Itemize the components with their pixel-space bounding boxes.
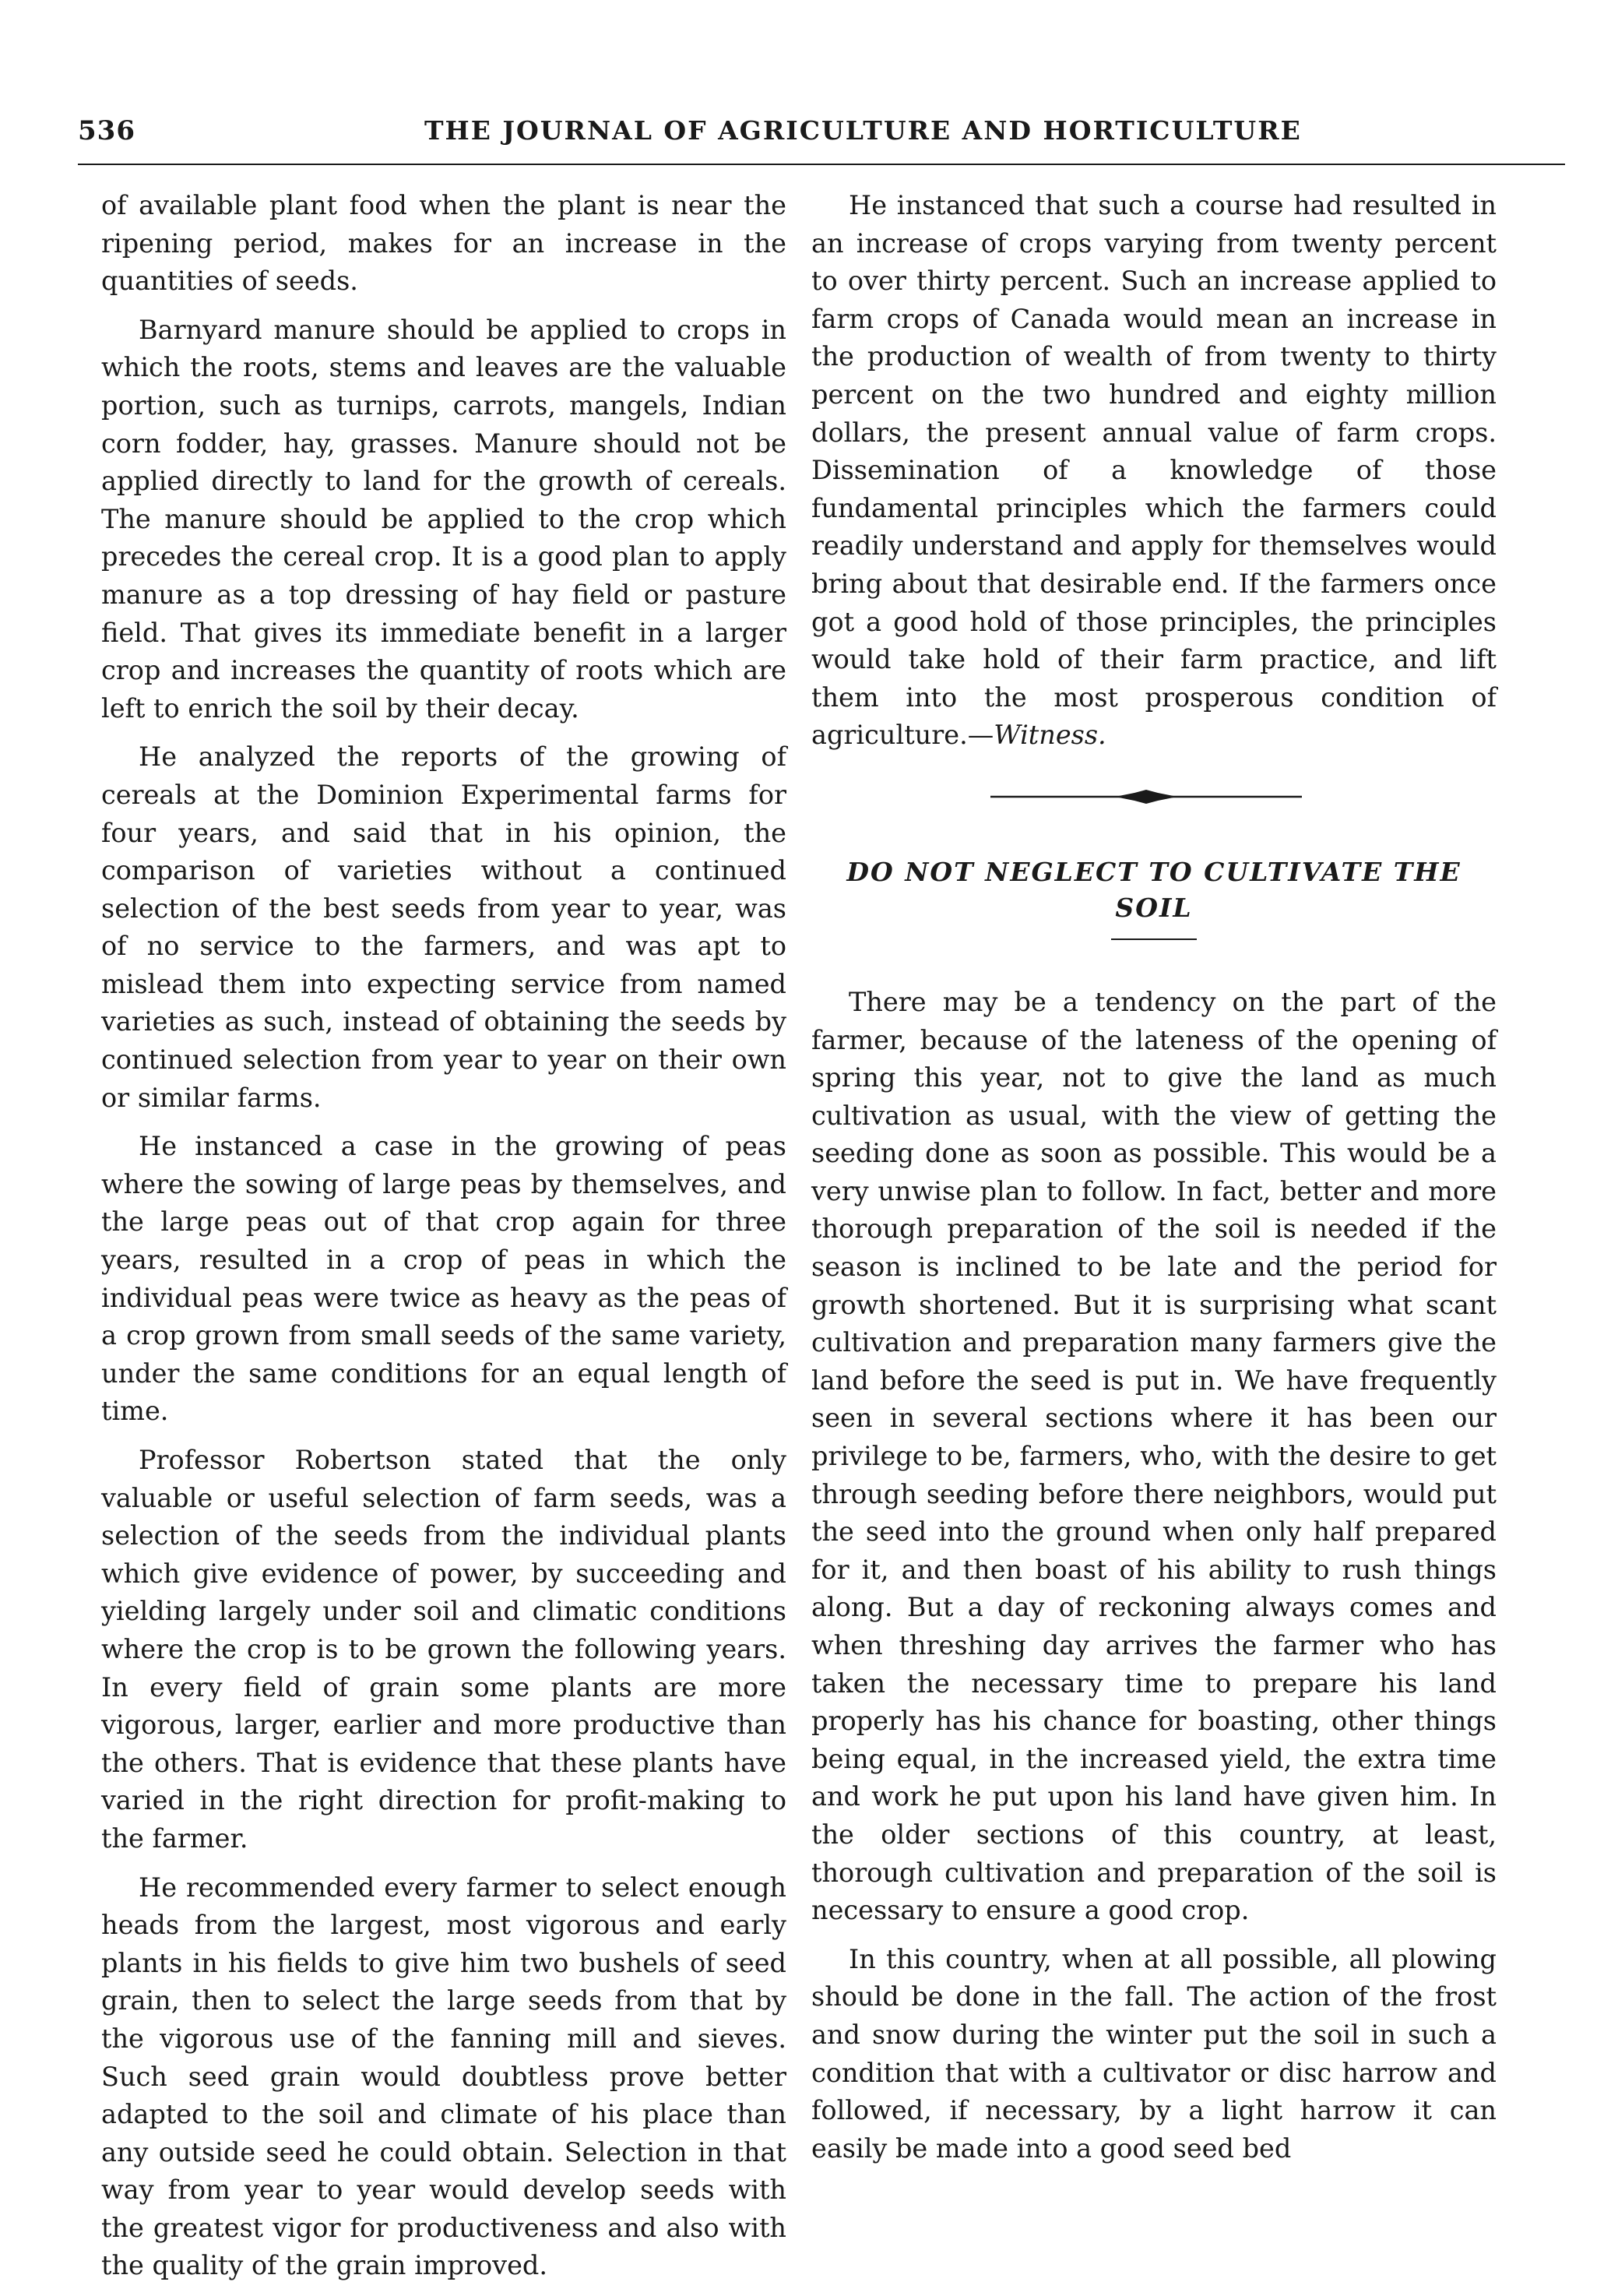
left-paragraph-6: He recommended every farmer to select enough heads from the largest, most vigorous and early plants in his fields to give him two bushels of seed grain, then to select the large seeds from that by the vigorous use of the fanning mill and sieves. Such seed grain would doubtless prove better adapted to the soil and climate of his place than any outside seed he could obtain. Selection in that way from year to year would develop seeds with the greatest vigor for productiveness and also with the quality of the grain improved. [101,1872,786,2281]
right-paragraph-1 [811,187,1497,755]
left-paragraph-4: He instanced a case in the growing of peas where the sowing of large peas by themselves, and the large peas out of that crop again for three years, resulted in a crop of peas in which the individual peas were twice as heavy as the peas of a crop grown from small seeds of the same variety, under the same conditions for an equal length of time. [101,1131,786,1427]
header-rule [78,164,1565,165]
left-column [101,187,786,2296]
right-paragraph-3: In this country, when at all possible, all plowing should be done in the fall. The action of the frost and snow during the winter put the soil in such a condition that with a cultivator or disc harrow and followed, if necessary, by a light harrow it can easily be made into a good seed bed [811,1943,1497,2164]
running-title: THE JOURNAL OF AGRICULTURE AND HORTICULTURE [424,115,1302,146]
right-column [811,187,1497,2178]
left-paragraph-2: Barnyard manure should be applied to crops in which the roots, stems and leaves are the valuable portion, such as turnips, carrots, mangels, Indian corn fodder, hay, grasses. Manure should not be applied directly to land for the growth of cereals. The manure should be applied to the crop which precedes the cereal crop. It is a good plan to apply manure as a top dressing of hay field or pasture field. That gives its immediate benefit in a larger crop and increases the quantity of roots which are left to enrich the soil by their decay. [101,314,786,724]
divider-ornament-icon [990,787,1302,806]
left-paragraph-5: Professor Robertson stated that the only valuable or useful selection of farm seeds, was a selection of the seeds from the individual plants which give evidence of power, by succeeding and yielding largely under soil and climatic conditions where the crop is to be grown the following years. In every field of grain some plants are more vigorous, larger, earlier and more productive than the others. That is evidence that these plants have varied in the right direction for profit-making to the farmer. [101,1445,786,1854]
source-citation: Witness. [994,720,1106,751]
page-header [78,115,1542,156]
left-paragraph-3: He analyzed the reports of the growing of cereals at the Dominion Experimental farms for four years, and said that in his opinion, the comparison of varieties without a continued selection of the best seeds from year to year, was of no service to the farmers, and was apt to mislead them into expecting service from named varieties as such, instead of obtaining the seeds by continued selection from year to year on their own or similar farms. [101,741,786,1113]
right-paragraph-1-text: He instanced that such a course had resulted in an increase of crops varying from twenty percent to over thirty percent. Such an increase applied to farm crops of Canada would mean an increase in the production of wealth of from twenty to thirty percent on the two hundred and eighty million dollars, the present annual value of farm crops. Dissemination of a knowledge of those fundamental principles which the farmers could readily understand and apply for themselves would bring about that desirable end. If the farmers once got a good hold of those principles, the principles would take hold of their farm practice, and lift them into the most prosperous condition of agriculture.— [811,190,1497,751]
page-number: 536 [78,115,135,146]
right-paragraph-2: There may be a tendency on the part of the farmer, because of the lateness of the opening of spring this year, not to give the land as much cultivation as usual, with the view of getting the seeding done as soon as possible. This would be a very unwise plan to follow. In fact, better and more thorough preparation of the soil is needed if the season is inclined to be late and the period for growth shortened. But it is surprising what scant cultivation and preparation many farmers give the land before the seed is put in. We have frequently seen in several sections where it has been our privilege to be, farmers, who, with the desire to get through seeding before there neighbors, would put the seed into the ground when only half prepared for it, and then boast of his ability to rush things along. But a day of reckoning always comes and when threshing day arrives the farmer who has taken the necessary time to prepare his land properly has his chance for boasting, other things being equal, in the increased yield, the extra time and work he put upon his land have given him. In the older sections of this country, at least, thorough cultivation and preparation of the soil is necessary to ensure a good crop. [811,986,1497,1926]
heading-rule [1111,938,1197,940]
section-divider-ornament [811,783,1497,814]
section-heading: DO NOT NEGLECT TO CULTIVATE THE SOIL [846,856,1462,923]
left-paragraph-1: of available plant food when the plant is near the ripening period, makes for an increase in the quantities of seeds. [101,190,786,297]
